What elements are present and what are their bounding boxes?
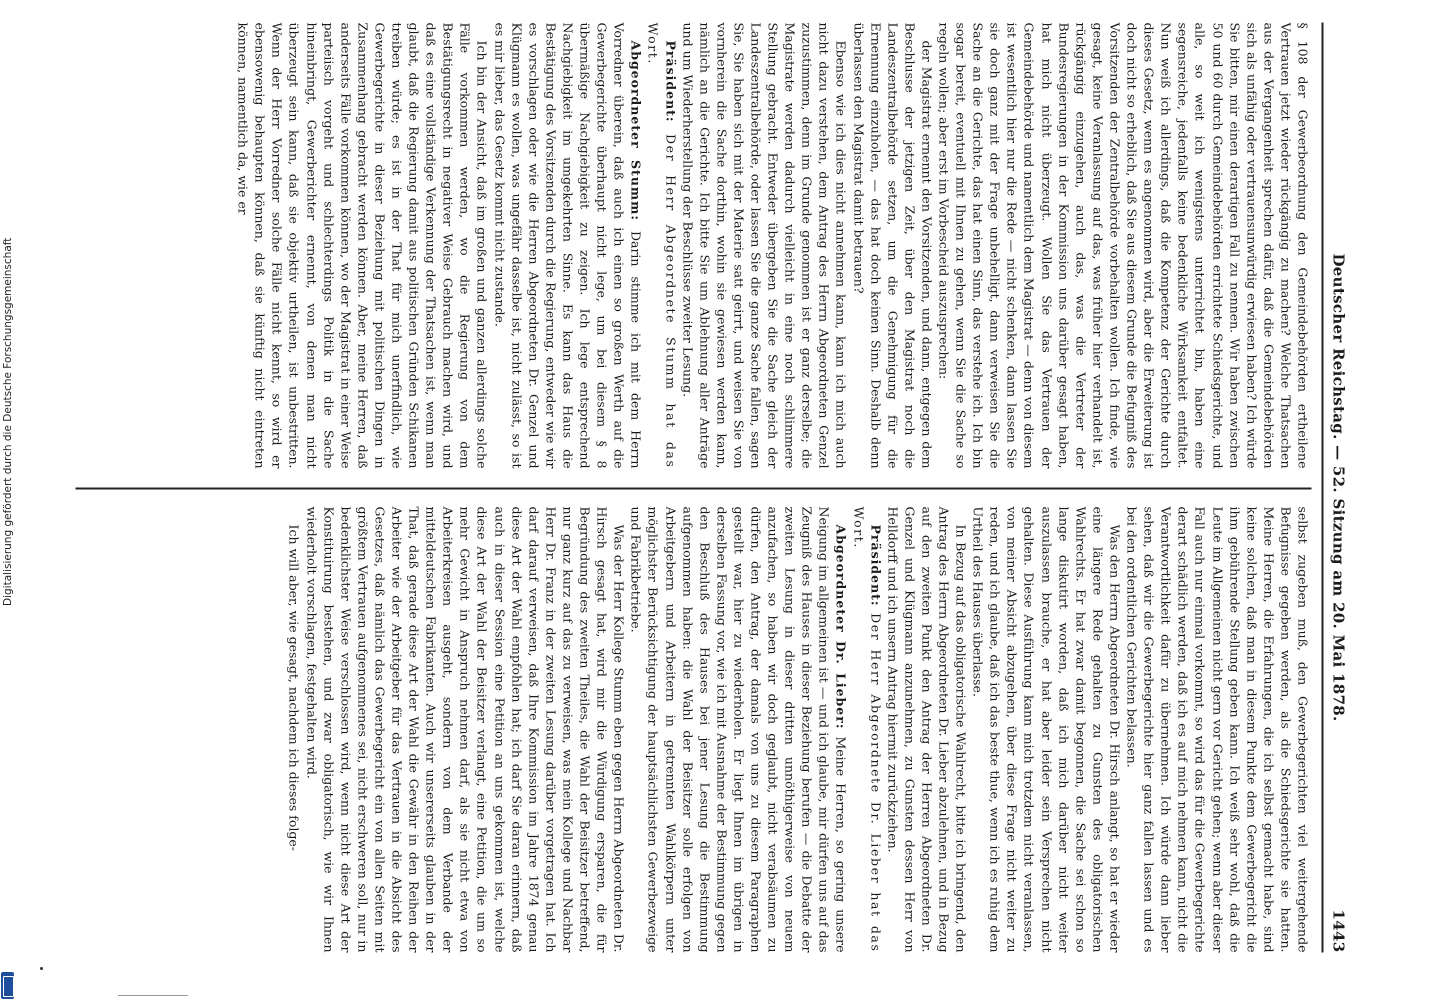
speaker-paragraph: [491, 22, 645, 468]
paragraph: § 108 der Gewerbeordnung den Gemeindebehörden ertheilene Vertrauen jetzt wieder rückgängig zu machen? Welche Thatsachen aus der Vergangenheit sprechen dafür, daß die Gemeindebehörden sich als unfähig oder vertrauensunwürdig erwiesen haben? Ich würde Sie bitten, mir einen derartigen Fall zu nennen. Wir haben zwischen 50 und 60 durch Gemeindebehörden errichtete Schiedsgerichte, und alle, so weit ich wenigstens unterrichtet bin, haben eine segensreiche, jedenfalls keine bedenkliche Wirksamkeit entfaltet. Nun weiß ich allerdings, daß die Kompetenz der Gerichte durch dieses Gesetz, wenn es angenommen wird, aber die Erweiterung ist doch nicht so erheblich, daß Sie aus diesem Grunde die Befugniß des Vorsitzenden der Zentralbehörde vorbehalten wollen. Ich finde, wie gesagt, keine Veranlassung auf das, was früher hier verhandelt ist, rückgängig einzugehen, auch das, was die Vertreter der Bundesregierungen in der Kommission uns darüber gesagt haben, hat mich nicht überzeugt. Wollen Sie das Vertrauen der Gemeindebehörde und namentlich dem Magistrat — denn von diesem ist wesentlich hier nur die Rede — nicht schenken, dann lassen Sie sie doch ganz mit der Frage unbehelligt, dann verweisen Sie die Sache an die Gerichte, das hat einen Sinn, das verstehe ich. Ich bin sogar bereit, eventuell mit Ihnen zu gehen, wenn Sie die Sache so regeln wollen; aber erst im Vorbescheid auszusprechen:: [936, 22, 1311, 468]
page-header-title: Deutscher Reichstag. — 52. Sitzung am 20. Mai 1878.: [1329, 253, 1348, 721]
speaker-name: Abgeordneter Stumm:: [628, 40, 644, 221]
speaker-name: Präsident:: [868, 524, 884, 607]
digitization-credit: Digitalisierung gefördert durch die Deutsche Forschungsgemeinschaft: [2, 237, 14, 606]
paragraph: Ich bin der Ansicht, daß im großen und ganzen allerdings solche Fälle vorkommen werden, wo die Regierung von dem Bestätigungsrecht in negativer Weise Gebrauch machen wird, und daß es eine vollständige Verkennung der Thatsachen ist, wenn man glaubt, daß die Regierung damit aus politischen Gründen Schikanen treiben würde; es ist in der That für mich unerfindlich, wie Gewerbegerichte in dieser Beziehung mit politischen Dingen in Zusammenhang gebracht werden können. Aber, meine Herren, daß anderseits Fälle vorkommen können, wo der Magistrat in einer Weise parteiisch vorgeht und schlechterdings Politik in die Sache hineinbringt, Gewerberichter ernennt, von denen man nicht überzeugt sein kann, daß sie objektiv urtheilen, ist unbestritten. Wenn der Herr Vorredner solche Fälle nicht kennt, so wird er ebensowenig behaupten können, daß sie künftig nicht eintreten können, namentlich da, wie er: [235, 22, 490, 468]
newspaper-page: [69, 22, 1364, 952]
speaker-name: Präsident:: [663, 40, 679, 123]
scan-speck: [118, 995, 188, 996]
paragraph: Ebenso wie ich dies nicht annehmen kann, kann ich mich auch nicht dazu verstehen, dem Antrag des Herrn Abgeordneten Genzel zuzustimmen, denn im Grunde genommen ist er ganz derselbe; die Magistrate werden dadurch vielleicht in eine noch schlimmere Stellung gebracht. Entweder übergeben Sie die Sache gleich der Landeszentralbehörde, oder lassen Sie die ganze Sache fallen, sagen Sie, Sie haben sich mit der Materie satt geirrt, und weisen Sie von vornherein die Sache dorthin, wohin sie gewiesen werden kann, nämlich an die Gerichte. Ich bitte Sie um Ablehnung aller Anträge und um Wiederherstellung der Beschlüsse zweiter Lesung.: [680, 22, 849, 468]
header-rule: [1322, 22, 1324, 952]
paragraph: Ich will aber, wie gesagt, nachdem ich dieses folge-: [286, 524, 302, 851]
speech-text: Meine Herren, so gering unsere Neigung im allgemeinen ist — und ich glaube, mir dürfen uns auf das Zeugniß des Hauses in dieser Beziehung berufen — die Debatte der zweiten Lesung in dieser dritten unnöthigerweise von neuem anzufachen, so haben wir doch geglaubt, nicht verabsäumen zu dürfen, den Antrag, der damals von uns zu diesem Paragraphen gestellt war, hier zu wiederholen. Er liegt Ihnen im übrigen in derselben Fassung vor, wie ich mit Ausnahme der Bestimmung gegen den Beschluß des Hauses bei jener Lesung die Bestimmung aufgenommen haben: die Wahl der Beisitzer solle erfolgen von Arbeitgebern und Arbeitern in getrennten Wahlkörpern unter möglichster Berücksichtigung der hauptsächlichsten Gewerbezweige und Fabrikbetriebe.: [628, 506, 849, 952]
speaker-paragraph: [628, 506, 850, 952]
speech-text: Darin stimme ich mit dem Herrn Vorredner überein, daß auch ich einen so großen Werth auf die Gewerbegerichte überhaupt nicht lege, um bei diesem § 8 übermäßige Nachgiebigkeit zu zeigen. Ich lege entsprechend Nachgiebigkeit im umgekehrten Sinne. Es kann das Haus die Bestätigung des Vorsitzenden durch die Regierung, entweder wie wir es vorschlagen oder wie die Herren Abgeordneten Dr. Genzel und Klügmann es wollen, was ungefähr dasselbe ist, nicht zulässt, so ist es mir lieber, das Gesetz kommt nicht zustande.: [492, 22, 644, 468]
speech-text: Der Herr Abgeordnete Stumm hat das Wort.: [645, 22, 679, 468]
left-column: [76, 22, 1312, 468]
page-header: [1330, 22, 1364, 952]
paragraph: Was der Herr Kollege Stumm eben gegen Herrn Abgeordneten Dr. Hirsch gesagt hat, wird mir die Würdigung ersparen, die für Begründung des zweiten Theiles, die Wahl der Beisitzer betreffend, nur ganz kurz auf das zu verweisen, was mein Kollege und Nachbar Herr Dr. Franz in der zweiten Lesung darüber vorgetragen hat. Ich darf darauf verweisen, daß Ihre Kommission im Jahre 1874 genau diese Art der Wahl empfohlen hat; ich darf Sie daran erinnern, daß auch in dieser Session eine Petition an uns gekommen ist, welche diese Art der Wahl der Beisitzer verlangt, eine Petition, die um so mehr Gewicht in Anspruch nehmen darf, als sie nicht etwa von Arbeiterkreisen ausgeht, sondern von dem Verbande der mitteldeutschen Fabrikanten. Auch wir unsererseits glauben in der That, daß gerade diese Art der Wahl die Gewähr in den Reihen der Arbeiter wie der Arbeitgeber für das Vertrauen in die Absicht des Gesetzes, daß nämlich das Gewerbegericht ein von allen Seiten mit größtem Vertrauen aufgenommenes sei, nicht erschweren soll, nur in bedenklichster Weise verschlossen wird, wenn nicht diese Art der Konstituirung bestehen, und zwar obligatorisch, wie wir Ihnen wiederholt vorschlagen, festgehalten wird.: [304, 506, 627, 952]
paragraph: selbst zugeben muß, den Gewerbegerichten viel weitergehende Befugnisse gegeben werden, als die Schiedsgerichte sie hatten. Meine Herren, die Erfahrungen, die ich selbst gemacht habe, sind keine solchen, daß man in diesem Punkte dem Gewerbegericht die ihm gebührende Stellung geben kann. Ich weiß sehr wohl, daß die Leute im Allgemeinen nicht gern vor Gericht gehen; wenn aber dieser Fall auch nur einmal vorkommt, so wird das für die Gewerbegerichte derart schädlich werden, daß ich es auf mich nehmen kann, nicht die Verantwortlichkeit dafür zu übernehmen. Ich würde dann lieber sehen, daß wir die Gewerbegerichte hier ganz fallen lassen und es bei den ordentlichen Gerichten belassen.: [1124, 506, 1311, 952]
speech-text: Der Herr Abgeordnete Dr. Lieber hat das Wort.: [851, 506, 884, 952]
paragraph: Was den Herrn Abgeordneten Dr. Hirsch anlangt, so hat er wieder eine längere Rede gehalten zu Gunsten des obligatorischen Wahlrechts. Er hat zwar damit begonnen, die Sache sei schon so lange diskutirt worden, daß ich mich darüber nicht weiter auszulassen brauche, er hat aber leider sein Versprechen nicht gehalten. Diese Ausführung kann mich trotzdem nicht veranlassen, von meiner Absicht abzugehen, über diese Frage nicht weiter zu reden, und ich glaube, daß ich das beste thue, wenn ich es ruhig dem Urtheil des Hauses überlasse.: [970, 506, 1123, 952]
scan-speck: [40, 967, 43, 970]
speaker-name: Abgeordneter Dr. Lieber:: [833, 524, 849, 729]
speaker-paragraph: [645, 22, 679, 468]
right-column: [76, 506, 1312, 952]
page-number: 1443: [1329, 909, 1348, 952]
paragraph: der Magistrat ernennt den Vorsitzenden, und dann, entgegen dem Beschlusse der jetzigen Zeit, über den Magistrat noch die Landeszentralbehörde setzen, um die Genehmigung für die Ernennung einzuholen, — das hat doch keinen Sinn. Deshalb denn überlassen den Magistrat damit betrauen?: [851, 22, 935, 468]
dfg-logo: [1, 972, 14, 999]
paragraph: In Bezug auf das obligatorische Wahlrecht, bitte ich bringend, den Antrag des Herrn Abgeordneten Dr. Lieber abzulehnen, und in Bezug auf den zweiten Punkt den Antrag der Herren Abgeordneten Dr. Genzel und Klügmann anzunehmen, zu Gunsten dessen Herr von Helldorff und ich unsern Antrag hiermit zurückziehen.: [885, 506, 969, 952]
column-divider: [76, 487, 1312, 489]
speaker-paragraph: [850, 506, 884, 952]
